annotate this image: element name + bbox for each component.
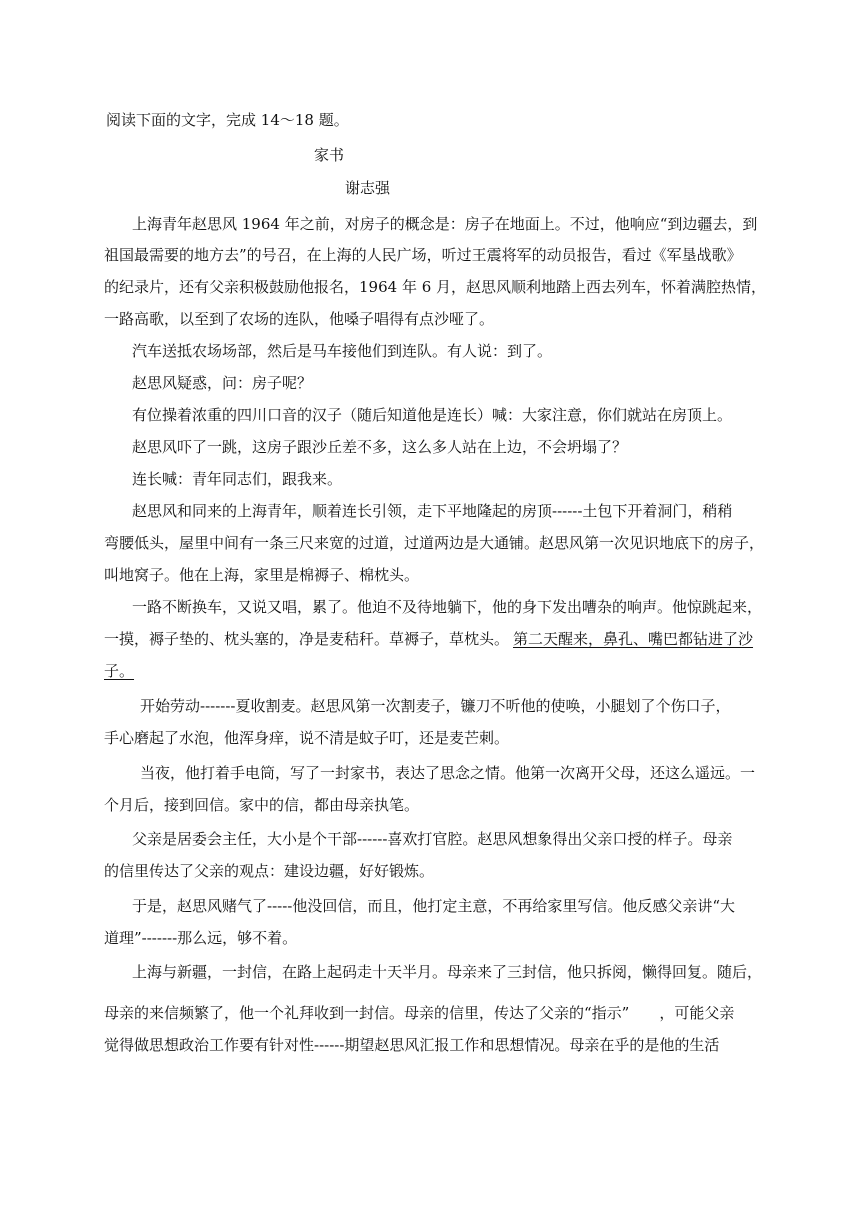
- text-line: 赵思风吓了一跳，这房子跟沙丘差不多，这么多人站在上边，不会坍塌了？: [132, 438, 628, 456]
- article-author: 谢志强: [345, 179, 391, 197]
- text-line: 一摸，褥子垫的、枕头塞的，净是麦秸秆。草褥子，草枕头。: [104, 630, 510, 648]
- text-line: 叫地窝子。他在上海，家里是棉褥子、棉枕头。: [104, 566, 420, 584]
- underlined-sentence: 第二天醒来，鼻孔、嘴巴都钻进了沙: [513, 630, 754, 648]
- text-line: 一路不断换车，又说又唱，累了。他迫不及待地躺下，他的身下发出嘈杂的响声。他惊跳起来，: [132, 598, 763, 616]
- text-line: 父亲是居委会主任，大小是个干部------喜欢打官腔。赵思风想象得出父亲口授的样子。母亲: [132, 830, 733, 848]
- underlined-sentence-end: 子。: [104, 662, 135, 680]
- text-line: 当夜，他打着手电筒，写了一封家书，表达了思念之情。他第一次离开父母，还这么遥远。一: [140, 764, 756, 782]
- text-line: 的信里传达了父亲的观点：建设边疆，好好锻炼。: [104, 862, 435, 880]
- article-title: 家书: [314, 146, 345, 164]
- text-line: 赵思风疑惑，问：房子呢？: [132, 374, 313, 392]
- text-line: 有位操着浓重的四川口音的汉子（随后知道他是连长）喊：大家注意，你们就站在房顶上。: [132, 406, 733, 424]
- text-line: 连长喊：青年同志们，跟我来。: [132, 470, 343, 488]
- text-line: 的纪录片，还有父亲积极鼓励他报名，1964 年 6 月，赵思风顺利地踏上西去列车，怀着满腔热情，: [104, 278, 767, 296]
- text-line: 道理”-------那么远，够不着。: [104, 929, 298, 947]
- text-line: 于是，赵思风赌气了-----他没回信，而且，他打定主意，不再给家里写信。他反感父亲讲“大: [132, 897, 736, 915]
- text-line: 上海与新疆，一封信，在路上起码走十天半月。母亲来了三封信，他只拆阅，懒得回复。随后，: [132, 963, 763, 981]
- reading-instruction: 阅读下面的文字，完成 14～18 题。: [106, 111, 349, 129]
- text-line: 弯腰低头，屋里中间有一条三尺来宽的过道，过道两边是大通铺。赵思风第一次见识地底下的房子，: [104, 534, 765, 552]
- text-line: 汽车送抵农场场部，然后是马车接他们到连队。有人说：到了。: [132, 342, 553, 360]
- text-line: 觉得做思想政治工作要有针对性------期望赵思风汇报工作和思想情况。母亲在乎的是他的生活: [104, 1036, 720, 1054]
- text-line: 赵思风和同来的上海青年，顺着连长引领，走下平地隆起的房顶------土包下开着洞门，稍稍: [132, 502, 733, 520]
- text-line: 手心磨起了水泡，他浑身痒，说不清是蚊子叮，还是麦芒刺。: [104, 729, 510, 747]
- text-line: 上海青年赵思风 1964 年之前，对房子的概念是：房子在地面上。不过，他响应“到边疆去，到: [132, 215, 758, 233]
- text-line: 一路高歌，以至到了农场的连队，他嗓子唱得有点沙哑了。: [104, 310, 495, 328]
- text-line: 祖国最需要的地方去”的号召，在上海的人民广场，听过王震将军的动员报告，看过《军垦战歌》: [104, 246, 742, 264]
- text-line: 个月后，接到回信。家中的信，都由母亲执笔。: [104, 796, 420, 814]
- text-line: 母亲的来信频繁了，他一个礼拜收到一封信。母亲的信里，传达了父亲的“指示” ，可能父亲: [104, 1004, 735, 1022]
- text-line: 开始劳动-------夏收割麦。赵思风第一次割麦子，镰刀不听他的使唤，小腿划了个伤口子，: [140, 697, 731, 715]
